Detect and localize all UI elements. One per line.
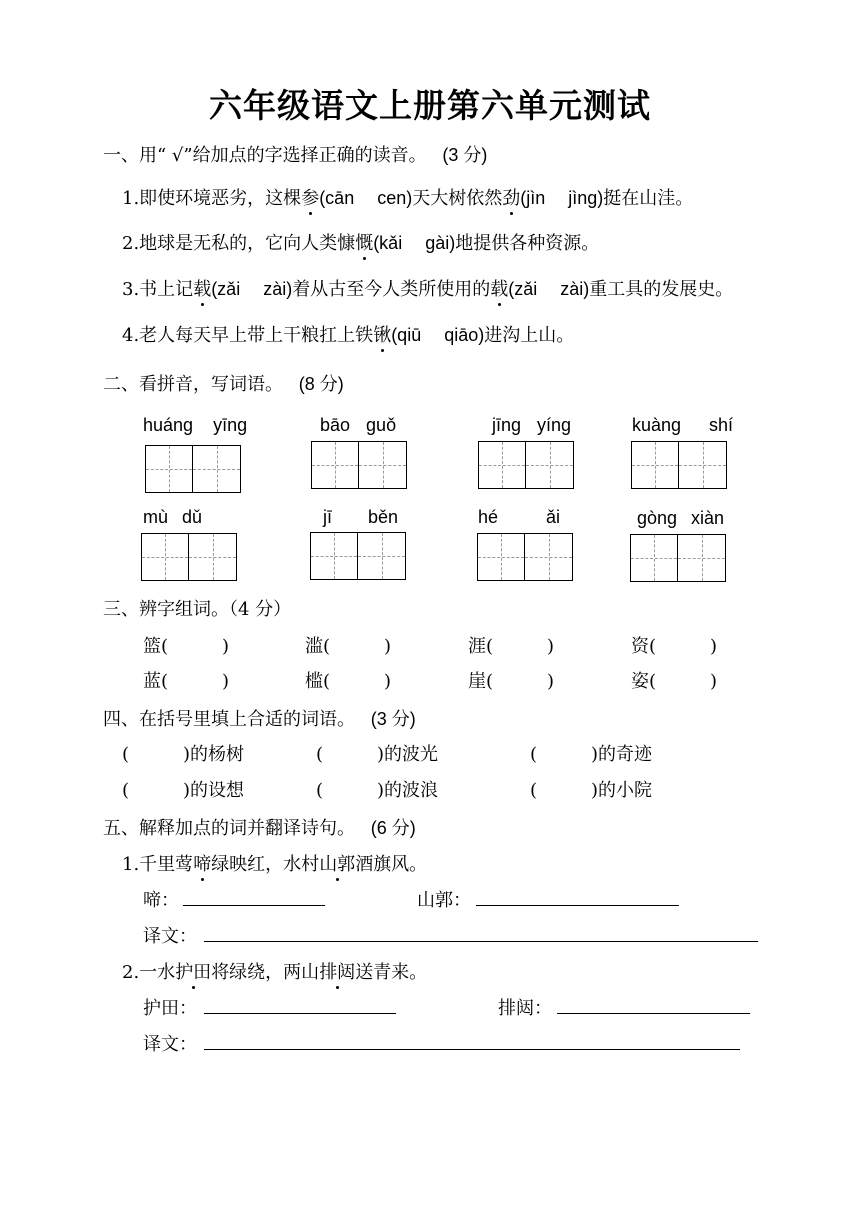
s1-question-2 bbox=[122, 229, 599, 255]
s5-p1-dotted-word-1: 啼 bbox=[193, 854, 212, 875]
page-title: 六年级语文上册第六单元测试 bbox=[209, 86, 651, 125]
s5-p2-dotted-word-1: 护田 bbox=[175, 962, 212, 983]
s1-q3-dotted-char-2: 载 bbox=[490, 279, 509, 300]
s5-p1-translation-line[interactable] bbox=[204, 941, 758, 942]
section-4-heading-text: 四、在括号里填上合适的词语。 bbox=[103, 709, 355, 730]
pinyin-3: jīng yíng bbox=[492, 415, 572, 435]
s5-p2-answer-1[interactable] bbox=[204, 1013, 396, 1014]
s1-question-3 bbox=[122, 275, 733, 301]
pinyin-7: hé ǎi bbox=[478, 507, 561, 527]
section-4-score: (3 分) bbox=[370, 709, 416, 729]
s1-q2-text-b: (kǎi gài)地提供各种资源。 bbox=[373, 233, 600, 253]
write-box-5[interactable] bbox=[141, 533, 237, 581]
s5-p2-text-b: 将绿绕，两山 bbox=[211, 962, 320, 983]
write-box-3[interactable] bbox=[478, 441, 574, 489]
section-1-score: (3 分) bbox=[442, 145, 488, 165]
s5-p1-dotted-word-2: 山郭 bbox=[319, 854, 356, 875]
s4-item-6: ( )的小院 bbox=[530, 780, 653, 801]
pinyin-5: mù dǔ bbox=[143, 507, 203, 527]
s5-poem-1 bbox=[122, 850, 427, 876]
write-box-2[interactable] bbox=[311, 441, 407, 489]
s5-p2-text-c: 送青来。 bbox=[355, 962, 428, 983]
s1-q4-dotted-char: 锹 bbox=[373, 325, 392, 346]
section-2-heading bbox=[103, 370, 344, 396]
s1-question-1 bbox=[122, 184, 693, 210]
write-box-1[interactable] bbox=[145, 445, 241, 493]
s1-q3-text-b: (zǎi zài)着从古至今人类所使用的 bbox=[211, 279, 491, 299]
section-4-heading bbox=[103, 705, 416, 731]
s3-item-2: 滥( ) bbox=[305, 636, 392, 657]
section-2-heading-text: 二、看拼音，写词语。 bbox=[103, 374, 283, 395]
s1-question-4 bbox=[122, 321, 574, 347]
s5-p2-text-a: 2.一水 bbox=[122, 962, 176, 983]
write-box-4[interactable] bbox=[631, 441, 727, 489]
s4-item-2: ( )的波光 bbox=[316, 744, 439, 765]
s1-q1-dotted-char-2: 劲 bbox=[502, 188, 521, 209]
pinyin-1: huáng yīng bbox=[143, 415, 248, 435]
s1-q4-text-a: 4.老人每天早上带上干粮扛上铁 bbox=[122, 325, 374, 346]
s5-p1-label-1: 啼： bbox=[143, 890, 179, 911]
section-5-heading-text: 五、解释加点的词并翻译诗句。 bbox=[103, 818, 355, 839]
s1-q1-text-a: 1.即使环境恶劣，这棵 bbox=[122, 188, 302, 209]
pinyin-8: gòng xiàn bbox=[637, 508, 725, 528]
write-box-8[interactable] bbox=[630, 534, 726, 582]
s5-p1-text-b: 绿映红，水村 bbox=[211, 854, 320, 875]
s5-p1-answer-2[interactable] bbox=[476, 905, 679, 906]
s5-poem-2 bbox=[122, 958, 427, 984]
s1-q3-dotted-char-1: 载 bbox=[193, 279, 212, 300]
s5-p1-text-c: 酒旗风。 bbox=[355, 854, 428, 875]
write-box-6[interactable] bbox=[310, 532, 406, 580]
s1-q3-text-a: 3.书上记 bbox=[122, 279, 194, 300]
s5-p1-answer-1[interactable] bbox=[183, 905, 325, 906]
s1-q1-text-b: (cān cen)天大树依然 bbox=[319, 188, 503, 208]
s5-p2-translation-label: 译文： bbox=[143, 1034, 197, 1055]
pinyin-6: jī běn bbox=[323, 507, 399, 527]
s5-p2-answer-2[interactable] bbox=[557, 1013, 750, 1014]
s4-item-1: ( )的杨树 bbox=[122, 744, 245, 765]
s1-q4-text-b: (qiū qiāo)进沟上山。 bbox=[391, 325, 575, 345]
s1-q2-dotted-char: 慨 bbox=[355, 233, 374, 254]
s4-item-3: ( )的奇迹 bbox=[530, 744, 653, 765]
s3-item-4: 资( ) bbox=[631, 636, 718, 657]
s3-item-6: 槛( ) bbox=[305, 671, 392, 692]
s3-item-1: 篮( ) bbox=[143, 636, 230, 657]
s3-item-5: 蓝( ) bbox=[143, 671, 230, 692]
s5-p2-dotted-word-2: 排闼 bbox=[319, 962, 356, 983]
pinyin-2: bāo guǒ bbox=[320, 415, 397, 435]
s5-p2-translation-line[interactable] bbox=[204, 1049, 740, 1050]
section-1-heading bbox=[103, 141, 487, 167]
section-3-heading: 三、辨字组词。（4 分） bbox=[103, 599, 292, 620]
section-5-heading bbox=[103, 814, 416, 840]
s5-p2-label-1: 护田： bbox=[143, 998, 197, 1019]
write-box-7[interactable] bbox=[477, 533, 573, 581]
section-5-score: (6 分) bbox=[370, 818, 416, 838]
s1-q1-dotted-char-1: 参 bbox=[301, 188, 320, 209]
section-2-score: (8 分) bbox=[298, 374, 344, 394]
s5-p1-translation-label: 译文： bbox=[143, 926, 197, 947]
s4-item-4: ( )的设想 bbox=[122, 780, 245, 801]
s5-p1-label-2: 山郭： bbox=[417, 890, 471, 911]
s5-p2-label-2: 排闼： bbox=[498, 998, 552, 1019]
s1-q1-text-c: (jìn jìng)挺在山洼。 bbox=[520, 188, 694, 208]
s1-q2-text-a: 2.地球是无私的，它向人类慷 bbox=[122, 233, 356, 254]
pinyin-4: kuàng shí bbox=[632, 415, 734, 435]
s3-item-7: 崖( ) bbox=[468, 671, 555, 692]
s5-p1-text-a: 1.千里莺 bbox=[122, 854, 194, 875]
section-1-heading-text: 一、用“ √”给加点的字选择正确的读音。 bbox=[103, 145, 427, 166]
s3-item-8: 姿( ) bbox=[631, 671, 718, 692]
s4-item-5: ( )的波浪 bbox=[316, 780, 439, 801]
s1-q3-text-c: (zǎi zài)重工具的发展史。 bbox=[508, 279, 734, 299]
s3-item-3: 涯( ) bbox=[468, 636, 555, 657]
